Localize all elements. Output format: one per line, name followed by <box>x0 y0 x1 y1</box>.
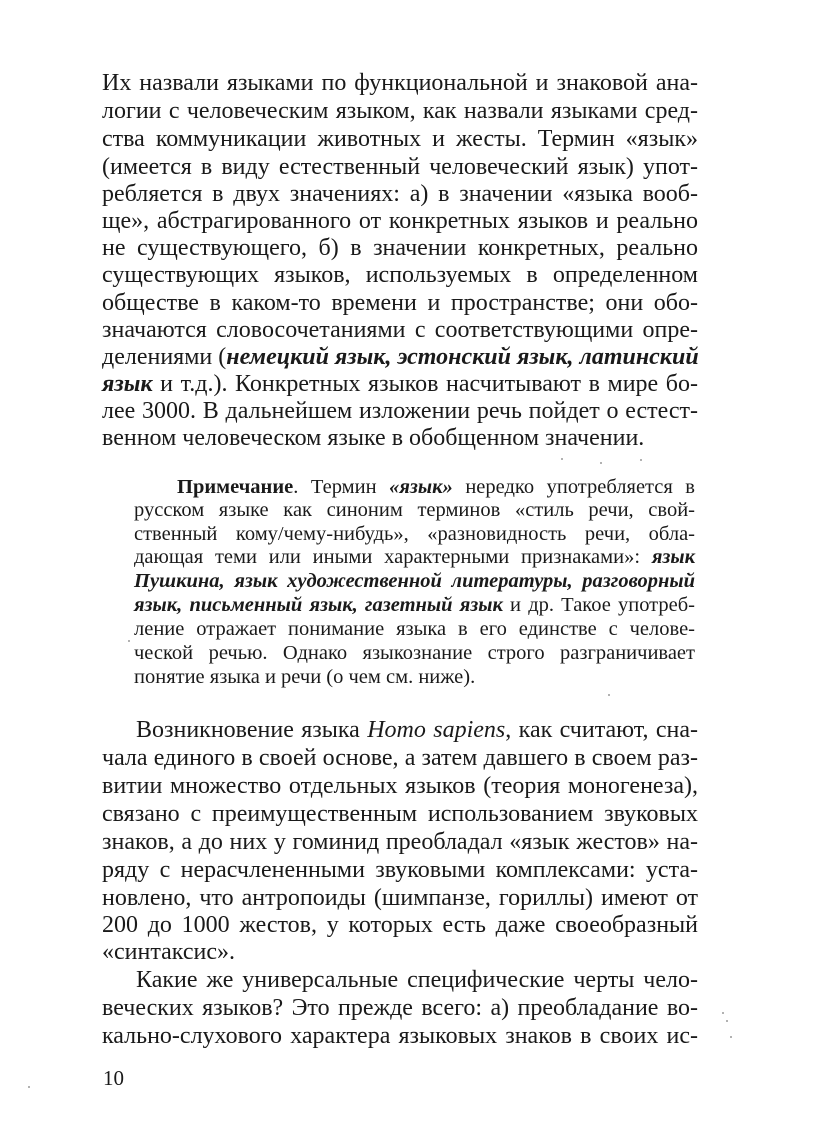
text-line <box>102 371 698 397</box>
page-number: 10 <box>103 1066 124 1090</box>
text-line: витии множество отдельных языков (теория моногенеза), <box>102 773 698 799</box>
scan-speck <box>608 694 610 696</box>
text-line: ще», абстрагированного от конкретных языков и реально <box>102 208 698 234</box>
italic-term: «язык» <box>389 476 453 498</box>
note-line: русском языке как синоним терминов «стиль речи, свой- <box>134 499 695 521</box>
text-line <box>102 344 698 370</box>
text-run: и др. Такое употреб- <box>502 594 695 616</box>
text-run: дающая теми или иными характерными признаками»: <box>134 546 652 568</box>
note-line <box>134 594 695 616</box>
text-run: , как считают, сна- <box>505 717 698 743</box>
note-line <box>134 570 695 592</box>
note-line: понятие языка и речи (о чем см. ниже). <box>134 666 476 688</box>
text-line: знаков, а до них у гоминид преобладал «язык жестов» на- <box>102 829 698 855</box>
italic-term: язык <box>651 546 695 568</box>
text-line: связано с преимущественным использованием звуковых <box>102 801 698 827</box>
text-line: ребляется в двух значениях: а) в значении «языка вооб- <box>102 181 698 207</box>
text-run: . Термин <box>293 476 390 498</box>
scan-speck <box>730 1036 732 1038</box>
text-line: значаются словосочетаниями с соответствующими опре- <box>102 317 698 343</box>
text-line: веческих языков? Это прежде всего: а) преобладание во- <box>102 995 698 1021</box>
text-run: Возникновение языка <box>136 717 368 743</box>
italic-term: язык <box>102 371 153 397</box>
scan-speck <box>600 462 602 464</box>
text-line: (имеется в виду естественный человеческий язык) упот- <box>102 154 698 180</box>
text-line: 200 до 1000 жестов, у которых есть даже своеобразный <box>102 912 698 938</box>
text-line <box>136 717 698 743</box>
text-line: чала единого в своей основе, а затем давшего в своем раз- <box>102 745 698 771</box>
text-run: и т.д.). Конкретных языков насчитывают в мире бо- <box>152 371 698 397</box>
scan-speck <box>128 640 130 642</box>
text-line: ства коммуникации животных и жесты. Термин «язык» <box>102 126 698 152</box>
text-line: кально-слухового характера языковых знаков в своих ис- <box>102 1023 698 1049</box>
note-label: Примечание <box>177 476 294 498</box>
italic-term: Homo sapiens <box>367 717 506 743</box>
text-line: лее 3000. В дальнейшем изложении речь пойдет о естест- <box>102 398 698 424</box>
text-line: ряду с нерасчлененными звуковыми комплексами: уста- <box>102 857 698 883</box>
note-line: ческой речью. Однако языкознание строго разграничивает <box>134 642 695 664</box>
text-run: делениями ( <box>102 344 227 370</box>
text-line: не существующего, б) в значении конкретных, реально <box>102 235 698 261</box>
scan-speck <box>722 1012 724 1014</box>
italic-term: язык, письменный язык, газетный язык <box>134 594 503 616</box>
note-line: ление отражает понимание языка в его единстве с челове- <box>134 618 695 640</box>
note-line: ственный кому/чему-нибудь», «разновидность речи, обла- <box>134 523 695 545</box>
italic-term: Пушкина, язык художественной литературы, разговорный <box>134 570 695 592</box>
scan-speck <box>726 1020 728 1022</box>
text-line: новлено, что антропоиды (шимпанзе, гориллы) имеют от <box>102 885 698 911</box>
italic-term: немецкий язык, эстонский язык, латинский <box>226 344 699 370</box>
text-line: «синтаксис». <box>102 939 235 965</box>
scan-speck <box>28 1086 30 1088</box>
text-line: существующих языков, используемых в определенном <box>102 262 698 288</box>
text-run: нередко употребляется в <box>452 476 695 498</box>
text-line: логии с человеческим языком, как назвали языками сред- <box>102 98 698 124</box>
note-line <box>134 546 695 568</box>
scan-speck <box>561 458 563 460</box>
scan-speck <box>640 459 642 461</box>
text-line: Какие же универсальные специфические черты чело- <box>136 967 698 993</box>
text-line: венном человеческом языке в обобщенном значении. <box>102 425 645 451</box>
text-line: обществе в каком-то времени и пространстве; они обо- <box>102 290 698 316</box>
text-line: Их назвали языками по функциональной и знаковой ана- <box>102 70 698 96</box>
note-line <box>177 476 695 498</box>
